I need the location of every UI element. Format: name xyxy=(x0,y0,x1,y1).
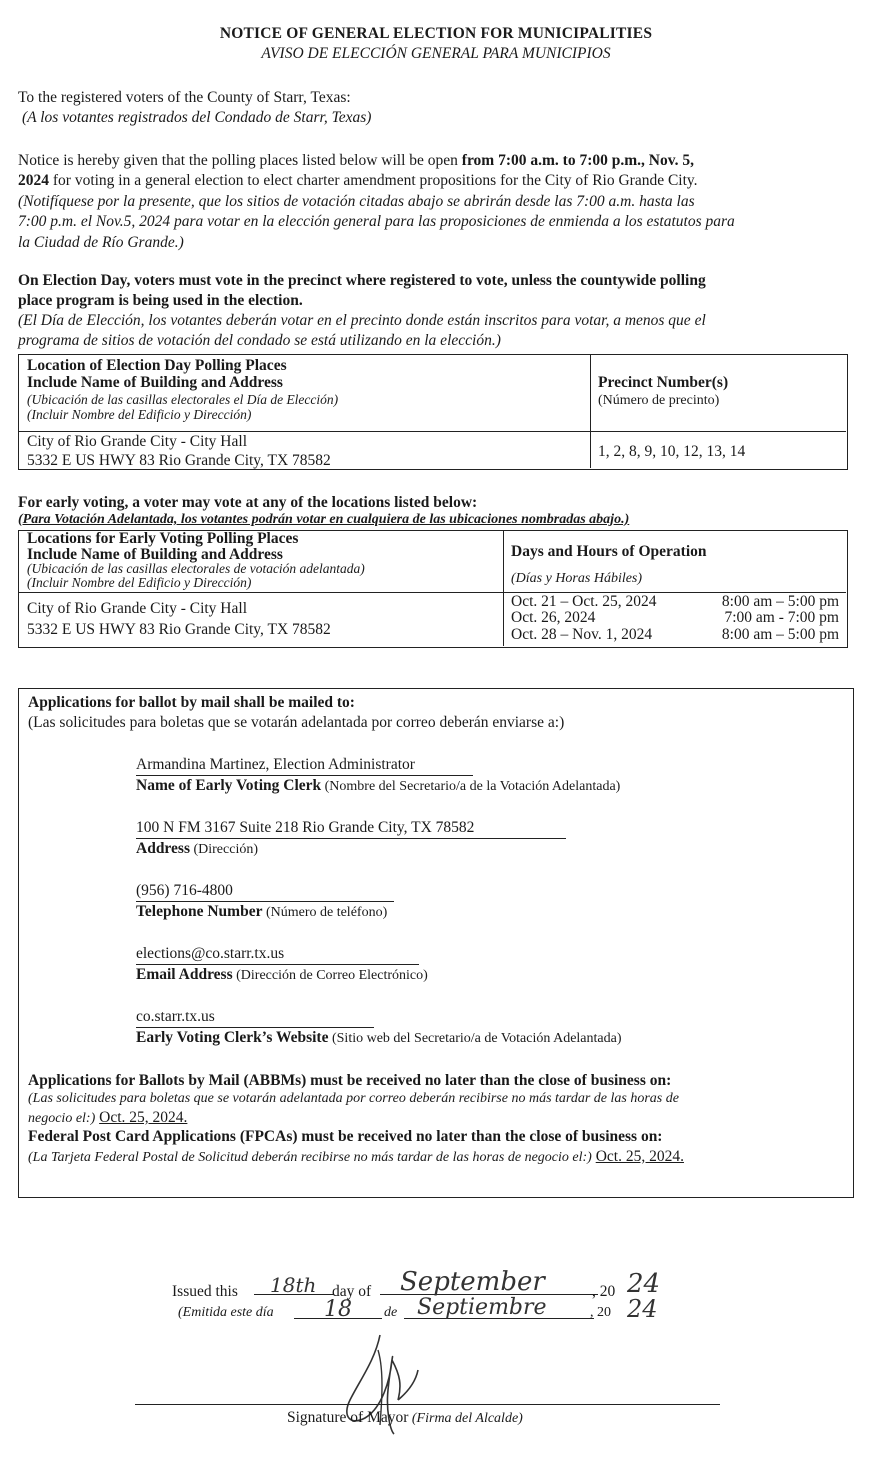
election-day-en-2: place program is being used in the election. xyxy=(18,292,303,310)
early-voting-table xyxy=(18,530,848,648)
handwritten-month: September xyxy=(400,1267,545,1297)
fpca-deadline-es: (La Tarjeta Federal Postal de Solicitud deberán recibirse no más tardar de las horas de negocio el:) xyxy=(28,1149,592,1165)
table-header-location xyxy=(27,357,587,422)
email-value: elections@co.starr.tx.us xyxy=(136,945,285,962)
notice-hours: from 7:00 a.m. to 7:00 p.m., Nov. 5, xyxy=(461,152,694,169)
table-header-location xyxy=(27,531,497,589)
address-label-es: (Dirección) xyxy=(189,842,259,858)
phone-value: (956) 716-4800 xyxy=(136,882,233,899)
location-address: 5332 E US HWY 83 Rio Grande City, TX 78582 xyxy=(27,451,331,469)
location-name: City of Rio Grande City - City Hall xyxy=(27,433,247,450)
election-day-es-1: (El Día de Elección, los votantes deberán votar en el precinto donde están inscritos para votar, a menos que el xyxy=(18,312,706,330)
day-of-label: day of xyxy=(332,1283,372,1300)
notice-purpose: for voting in a general election to elect charter amendment propositions for the City of Rio Grande City. xyxy=(49,172,698,190)
signature-line xyxy=(135,1404,720,1405)
notice-spanish-3: la Ciudad de Río Grande.) xyxy=(18,233,184,251)
ballot-by-mail-box xyxy=(18,688,854,1198)
abbm-deadline-es: (Las solicitudes para boletas que se votarán adelantada por correo deberán recibirse no más tardar de las horas de xyxy=(28,1091,679,1107)
schedule-hours: 8:00 am – 5:00 pm xyxy=(721,593,839,610)
header-line: (Días y Horas Hábiles) xyxy=(511,571,643,587)
schedule-days: Oct. 21 – Oct. 25, 2024 xyxy=(511,593,657,610)
early-voting-heading xyxy=(18,494,848,528)
schedule-hours: 8:00 am – 5:00 pm xyxy=(721,625,839,643)
table-cell-location xyxy=(27,433,587,470)
deadline-section xyxy=(28,1071,848,1166)
signature-label: Signature of Mayor xyxy=(287,1409,409,1426)
year-prefix: , 20 xyxy=(592,1283,616,1300)
abbm-deadline-es-2: negocio el:) xyxy=(28,1110,96,1126)
table-cell-precincts: 1, 2, 8, 9, 10, 12, 13, 14 xyxy=(598,443,746,460)
signature-label-es: (Firma del Alcalde) xyxy=(408,1411,523,1426)
issued-section xyxy=(172,1268,732,1338)
schedule-days: Oct. 28 – Nov. 1, 2024 xyxy=(511,625,653,643)
abbm-date: Oct. 25, 2024. xyxy=(99,1108,188,1126)
election-day-es-2: programa de sitios de votación del condado se está utilizando en la elección.) xyxy=(18,332,501,350)
header-line: Include Name of Building and Address xyxy=(27,545,283,563)
handwritten-day-es: 18 xyxy=(324,1297,352,1322)
greeting-spanish: (A los votantes registrados del Condado de Starr, Texas) xyxy=(22,109,372,127)
website-label: Early Voting Clerk’s Website xyxy=(136,1029,329,1047)
table-divider xyxy=(19,431,846,432)
address-value: 100 N FM 3167 Suite 218 Rio Grande City, TX 78582 xyxy=(136,819,475,836)
handwritten-year: 24 xyxy=(627,1269,661,1299)
table-header-hours xyxy=(511,537,841,593)
election-day-paragraph xyxy=(18,271,848,352)
mail-heading xyxy=(28,693,843,733)
handwritten-month-es: Septiembre xyxy=(417,1295,547,1320)
header-line: (Incluir Nombre del Edificio y Dirección) xyxy=(27,574,252,590)
election-day-en-1: On Election Day, voters must vote in the precinct where registered to vote, unless the countywide polling xyxy=(18,272,706,289)
notice-paragraph xyxy=(18,151,848,253)
notice-spanish-1: (Notifíquese por la presente, que los sitios de votación citadas abajo se abrirán desde las 7:00 a.m. hasta las xyxy=(18,193,695,211)
de-label: de xyxy=(384,1305,398,1320)
page-title xyxy=(0,24,872,64)
header-line: (Incluir Nombre del Edificio y Dirección) xyxy=(27,406,252,422)
mail-heading-es: (Las solicitudes para boletas que se votarán adelantada por correo deberán enviarse a:) xyxy=(28,714,565,732)
mail-heading-en: Applications for ballot by mail shall be mailed to: xyxy=(28,694,355,711)
early-voting-es: (Para Votación Adelantada, los votantes podrán votar en cualquiera de las ubicaciones nombradas abajo.) xyxy=(18,511,630,527)
notice-spanish-2: 7:00 p.m. el Nov.5, 2024 para votar en la elección general para las proposiciones de enmienda a los estatutos para xyxy=(18,213,735,231)
clerk-name-label: Name of Early Voting Clerk xyxy=(136,777,322,795)
table-cell-location xyxy=(27,599,497,641)
clerk-name-label-es: (Nombre del Secretario/a de la Votación Adelantada) xyxy=(321,779,621,795)
phone-field xyxy=(136,881,836,922)
email-field xyxy=(136,944,836,985)
website-field xyxy=(136,1007,836,1048)
address-label: Address xyxy=(136,840,190,858)
header-line: (Número de precinto) xyxy=(598,393,720,409)
header-line: Include Name of Building and Address xyxy=(27,374,283,392)
schedule-row xyxy=(511,594,839,610)
header-line: Locations for Early Voting Polling Places xyxy=(27,530,299,547)
notice-text: Notice is hereby given that the polling places listed below will be open xyxy=(18,152,462,169)
schedule-row xyxy=(511,627,839,643)
signature-caption xyxy=(287,1408,523,1428)
schedule-hours: 7:00 am - 7:00 pm xyxy=(724,609,839,627)
clerk-name-value: Armandina Martinez, Election Administrator xyxy=(136,756,415,773)
schedule-list xyxy=(511,594,839,643)
phone-label: Telephone Number xyxy=(136,903,263,921)
early-voting-en: For early voting, a voter may vote at any of the locations listed below: xyxy=(18,494,478,511)
header-line: (Ubicación de las casillas electorales el Día de Elección) xyxy=(27,391,339,407)
abbm-deadline-en: Applications for Ballots by Mail (ABBMs) must be received no later than the close of business on: xyxy=(28,1072,672,1089)
email-label: Email Address xyxy=(136,966,233,984)
election-day-table xyxy=(18,354,848,470)
table-divider xyxy=(503,531,504,646)
table-header-precinct xyxy=(598,373,838,410)
handwritten-day: 18th xyxy=(270,1273,317,1297)
clerk-name-field xyxy=(136,755,836,796)
website-label-es: (Sitio web del Secretario/a de Votación Adelantada) xyxy=(328,1031,622,1047)
schedule-days: Oct. 26, 2024 xyxy=(511,609,596,627)
schedule-row xyxy=(511,610,839,626)
header-line: Days and Hours of Operation xyxy=(511,543,707,560)
notice-year: 2024 xyxy=(18,172,49,190)
handwritten-year-es: 24 xyxy=(627,1295,658,1323)
fpca-date: Oct. 25, 2024. xyxy=(595,1147,684,1165)
website-value: co.starr.tx.us xyxy=(136,1008,215,1025)
greeting xyxy=(18,88,838,128)
location-address: 5332 E US HWY 83 Rio Grande City, TX 78582 xyxy=(27,620,331,638)
header-line: (Ubicación de las casillas electorales de votación adelantada) xyxy=(27,561,365,576)
issued-label: Issued this xyxy=(172,1283,238,1300)
header-line: Precinct Number(s) xyxy=(598,374,729,391)
issued-label-es: (Emitida este día xyxy=(178,1305,274,1320)
table-divider xyxy=(590,355,591,468)
fpca-deadline-en: Federal Post Card Applications (FPCAs) must be received no later than the close of business on: xyxy=(28,1128,663,1146)
year-prefix-es: , 20 xyxy=(590,1305,611,1320)
address-field xyxy=(136,818,836,859)
title-english: NOTICE OF GENERAL ELECTION FOR MUNICIPALITIES xyxy=(219,25,653,42)
email-label-es: (Dirección de Correo Electrónico) xyxy=(232,968,428,984)
title-spanish: AVISO DE ELECCIÓN GENERAL PARA MUNICIPIOS xyxy=(261,45,611,63)
greeting-english: To the registered voters of the County of Starr, Texas: xyxy=(18,89,351,106)
phone-label-es: (Número de teléfono) xyxy=(262,905,388,921)
location-name: City of Rio Grande City - City Hall xyxy=(27,600,247,617)
header-line: Location of Election Day Polling Places xyxy=(27,357,287,374)
